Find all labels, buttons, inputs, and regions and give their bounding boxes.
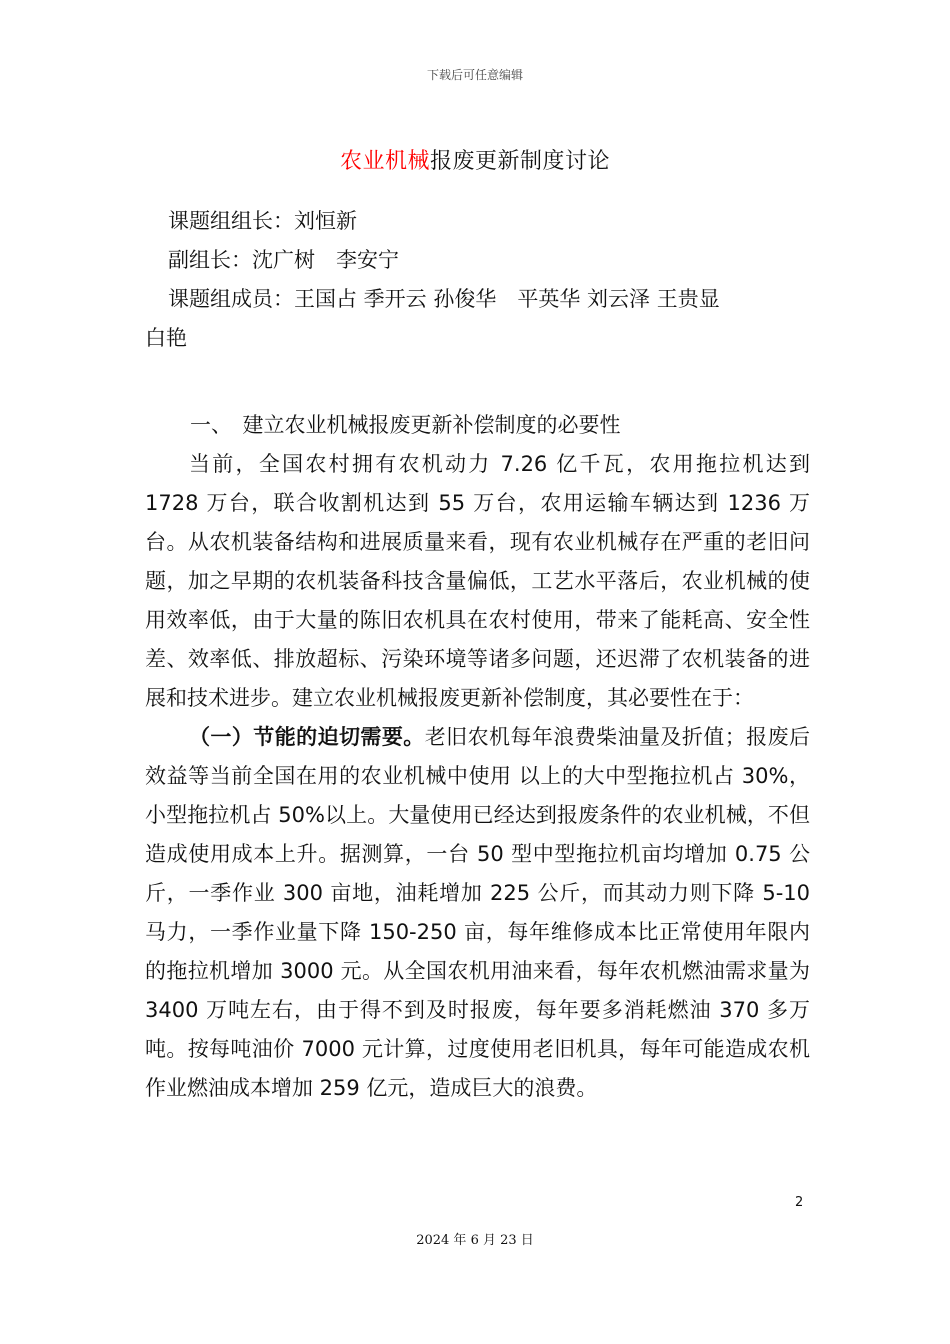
- footer-date: 2024 年 6 月 23 日: [416, 1233, 534, 1248]
- title-highlight: 农业机械: [339, 149, 430, 174]
- paragraph-1: 当前，全国农村拥有农机动力 7.26 亿千瓦，农用拖拉机达到 1728 万台，联合收割机达到 55 万台，农用运输车辆达到 1236 万台。从农机装备结构和进展质量来看，现有农业机械存在严重的老旧问题，加之早期的农机装备科技含量偏低，工艺水平落后，农业机械的使用效率低，由于大量的陈旧农机具在农村使用，带来了能耗高、安全性差、效率低、排放超标、污染环境等诸多问题，还迟滞了农机装备的进展和技术进步。建立农业机械报废更新补偿制度，其必要性在于：: [145, 452, 810, 710]
- section-heading: 一、 建立农业机械报废更新补偿制度的必要性: [190, 413, 621, 437]
- paragraph-2-text: 老旧农机每年浪费柴油量及折值；报废后效益等当前全国在用的农业机械中使用 以上的大中型拖拉机占 30%，小型拖拉机占 50%以上。大量使用已经达到报废条件的农业机械，不但造成使用成本上升。据测算，一台 50 型中型拖拉机亩均增加 0.75 公斤，一季作业 300 亩地，油耗增加 225 公斤，而其动力则下降 5-10 马力，一季作业量下降 150-250 亩，每年维修成本比正常使用年限内的拖拉机增加 3000 元。从全国农机用油来看，每年农机燃油需求量为 3400 万吨左右，由于得不到及时报废，每年要多消耗燃油 370 多万吨。按每吨油价 7000 元计算，过度使用老旧机具，每年可能造成农机作业燃油成本增加 259 亿元，造成巨大的浪费。: [145, 725, 811, 1100]
- leader-line: 课题组组长：刘恒新: [168, 209, 357, 233]
- body-text: [145, 445, 810, 1108]
- team-line-2: 白艳: [145, 326, 187, 350]
- page-number: 2: [795, 1195, 804, 1210]
- member-list: [145, 202, 810, 358]
- team-line-1: 课题组成员：王国占 季开云 孙俊华 平英华 刘云泽 王贵显: [168, 287, 720, 311]
- title-rest: 报废更新制度讨论: [430, 149, 611, 174]
- document-title: [0, 144, 950, 175]
- subheading-energy: （一）节能的迫切需要。: [189, 725, 425, 749]
- header-note: 下载后可任意编辑: [426, 68, 523, 82]
- deputy-line: 副组长：沈广树 李安宁: [168, 248, 399, 272]
- paragraph-2: [145, 718, 810, 1108]
